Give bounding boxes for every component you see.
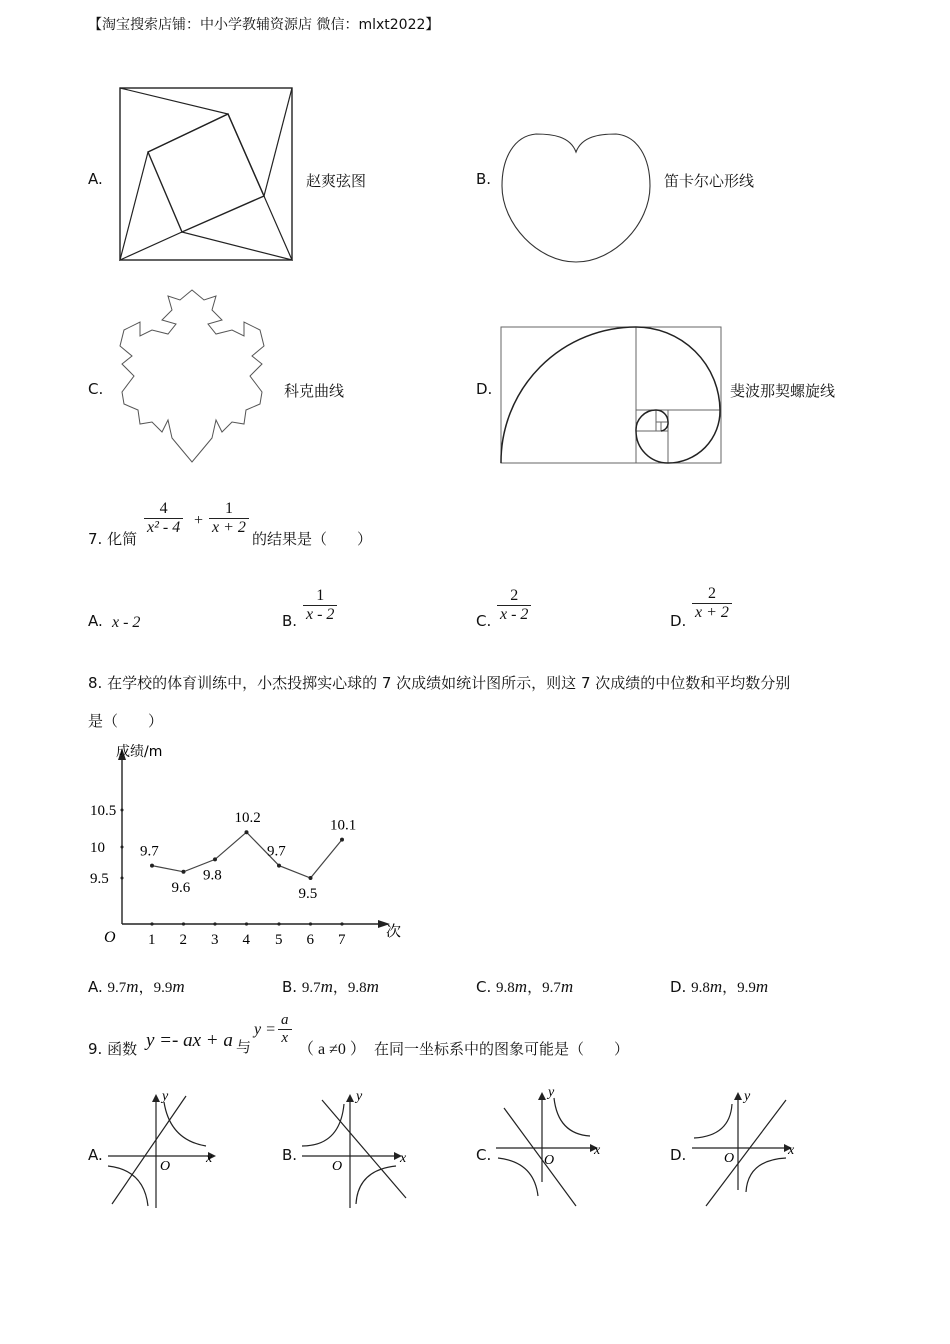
chart-data-point xyxy=(309,876,313,880)
chart-x-tick-label: 2 xyxy=(179,932,187,948)
page-header: 【淘宝搜索店铺：中小学教辅资源店 微信：mlxt2022】 xyxy=(88,17,440,33)
q6-option-d-letter: D. xyxy=(476,380,493,398)
chart-data-point xyxy=(182,870,186,874)
q9-a-x-label: x xyxy=(206,1151,213,1166)
koch-snowflake-diagram xyxy=(112,288,272,464)
q9-suffix: 在同一坐标系中的图象可能是（ ） xyxy=(374,1040,630,1058)
q6-option-c-caption: 科克曲线 xyxy=(284,382,345,400)
q6-option-b-caption: 笛卡尔心形线 xyxy=(664,172,755,190)
q6-option-b-letter: B. xyxy=(476,170,492,188)
q9-a-origin-label: O xyxy=(160,1159,171,1174)
q9-c-x-label: x xyxy=(594,1143,601,1158)
q9-c-y-label: y xyxy=(548,1085,555,1100)
q9-b-y-label: y xyxy=(356,1089,363,1104)
q7-option-a-letter: A. xyxy=(88,612,103,630)
q7-plus: + xyxy=(194,512,204,529)
q8-option-b: B. 9.7m，9.8m xyxy=(282,977,379,996)
chart-data-label: 9.7 xyxy=(267,843,286,860)
q6-option-a-caption: 赵爽弦图 xyxy=(306,172,367,190)
q9-mid: 与 xyxy=(236,1038,252,1056)
chart-origin-label: O xyxy=(104,929,116,946)
chart-data-point xyxy=(150,864,154,868)
chart-y-tick-label: 10 xyxy=(90,840,105,856)
chart-data-label: 10.1 xyxy=(330,817,357,834)
chart-x-tick-label: 7 xyxy=(338,932,346,948)
chart-x-tick xyxy=(277,922,280,925)
q7-fraction-2: 1 x + 2 xyxy=(209,500,249,537)
q9-a-y-label: y xyxy=(162,1089,169,1104)
chart-y-tick xyxy=(121,846,124,849)
chart-data-label: 9.5 xyxy=(298,886,318,902)
q9-number: 9. 函数 xyxy=(88,1040,138,1058)
q9-condition: （ a ≠0 ） xyxy=(298,1041,366,1058)
chart-x-tick-label: 1 xyxy=(148,932,156,948)
q8-question-line2: 是（ ） xyxy=(88,712,164,730)
score-line-chart xyxy=(80,740,410,950)
chart-y-tick xyxy=(121,877,124,880)
chart-y-tick-label: 9.5 xyxy=(90,871,109,887)
chart-data-point xyxy=(277,864,281,868)
q6-option-d-caption: 斐波那契螺旋线 xyxy=(730,382,836,400)
chart-data-label: 9.7 xyxy=(140,843,159,860)
chart-x-tick-label: 4 xyxy=(242,932,250,948)
q7-suffix: 的结果是（ ） xyxy=(252,530,373,548)
chart-data-point xyxy=(245,830,249,834)
q7-option-c-letter: C. xyxy=(476,612,492,630)
q7-option-d-fraction: 2 x + 2 xyxy=(692,585,732,622)
chart-x-tick xyxy=(213,922,216,925)
q9-option-b-letter: B. xyxy=(282,1146,298,1164)
chart-x-tick xyxy=(182,922,185,925)
q9-option-b-graph xyxy=(300,1090,416,1210)
q7-number: 7. 化简 xyxy=(88,530,138,548)
q8-option-c: C. 9.8m，9.7m xyxy=(476,977,574,996)
q9-option-a-letter: A. xyxy=(88,1146,103,1164)
q9-option-c-letter: C. xyxy=(476,1146,492,1164)
chart-y-tick-label: 10.5 xyxy=(90,803,117,819)
chart-x-tick xyxy=(340,922,343,925)
q9-option-d-letter: D. xyxy=(670,1146,687,1164)
chart-x-tick xyxy=(309,922,312,925)
chart-x-tick-label: 6 xyxy=(306,932,314,948)
q7-option-c-fraction: 2 x - 2 xyxy=(497,587,531,624)
q9-b-x-label: x xyxy=(400,1151,407,1166)
chart-data-label: 10.2 xyxy=(234,810,261,827)
chart-x-axis-title: 次 xyxy=(386,922,402,940)
cardioid-diagram xyxy=(500,132,652,266)
chart-data-label: 9.8 xyxy=(203,867,222,884)
q7-option-a-expr: x - 2 xyxy=(112,614,141,631)
q8-option-a: A. 9.7m，9.9m xyxy=(88,977,185,996)
q9-option-d-graph xyxy=(690,1086,806,1210)
q6-option-c-letter: C. xyxy=(88,380,104,398)
q8-question-line1: 8. 在学校的体育训练中，小杰投掷实心球的 7 次成绩如统计图所示，则这 7 次成绩的中位数和平均数分别 xyxy=(88,674,791,692)
q9-function-2-fraction: a x xyxy=(278,1012,292,1047)
q9-function-1: y =- ax + a xyxy=(146,1030,233,1051)
q7-option-d-letter: D. xyxy=(670,612,687,630)
q7-fraction-1: 4 x² - 4 xyxy=(144,500,183,537)
q7-option-b-fraction: 1 x - 2 xyxy=(303,587,337,624)
zhaoshuang-diagram xyxy=(118,86,294,262)
q9-b-origin-label: O xyxy=(332,1159,343,1174)
q6-option-a-letter: A. xyxy=(88,170,103,188)
q7-option-b-letter: B. xyxy=(282,612,298,630)
q9-option-c-graph xyxy=(494,1086,610,1210)
fibonacci-spiral-diagram xyxy=(500,326,722,464)
q9-d-origin-label: O xyxy=(724,1151,735,1166)
q7-prefix: 化简 xyxy=(107,530,138,548)
chart-y-axis-title: 成绩/m xyxy=(116,744,163,760)
q9-function-2-lhs: y = xyxy=(254,1021,276,1038)
q9-d-y-label: y xyxy=(744,1089,751,1104)
chart-x-tick xyxy=(245,922,248,925)
chart-x-tick xyxy=(150,922,153,925)
chart-data-label: 9.6 xyxy=(171,879,191,896)
q9-d-x-label: x xyxy=(788,1143,795,1158)
chart-x-tick-label: 3 xyxy=(211,932,219,948)
chart-data-point xyxy=(340,838,344,842)
chart-y-tick xyxy=(121,809,124,812)
q8-option-d: D. 9.8m，9.9m xyxy=(670,977,769,996)
chart-data-point xyxy=(213,857,217,861)
q9-option-a-graph xyxy=(106,1090,222,1210)
chart-series-line xyxy=(152,832,342,878)
chart-x-tick-label: 5 xyxy=(275,932,283,948)
q9-c-origin-label: O xyxy=(544,1153,555,1168)
